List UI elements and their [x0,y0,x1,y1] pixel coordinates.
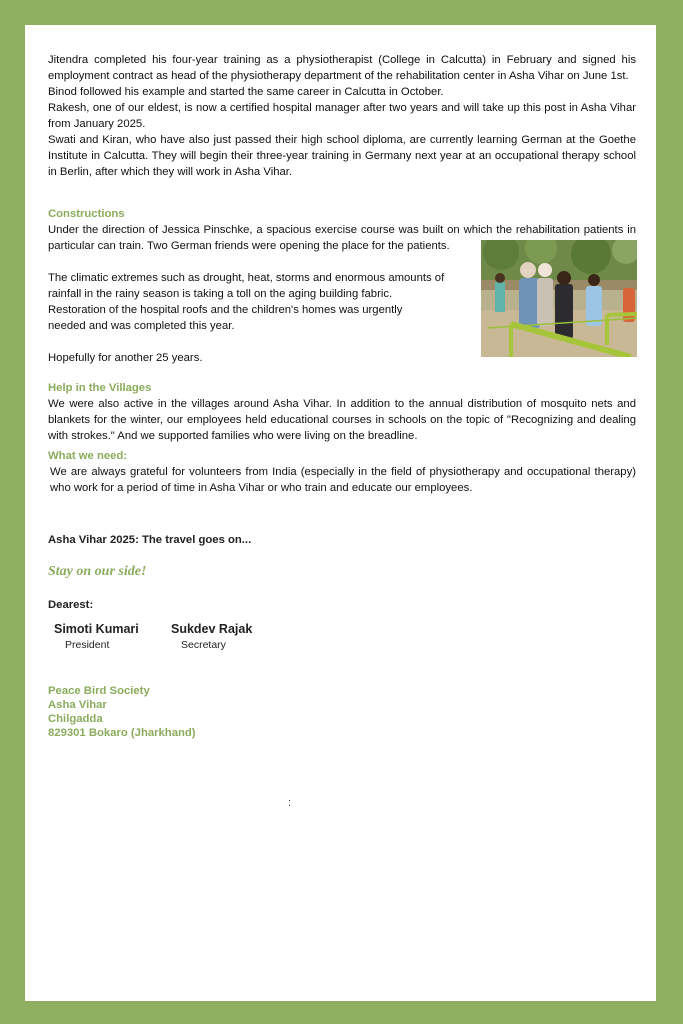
needs-paragraph: We are always grateful for volunteers from India (especially in the field of physiotherapy and occupational therapy) who work for a period of time in Asha Vihar or who train and educate our employees. [50,466,636,494]
intro-section [48,52,636,180]
intro-paragraph-binod: Binod followed his example and started the same career in Calcutta in October. [48,86,444,98]
signatory-role-president: President [65,639,110,651]
villages-paragraph: We were also active in the villages around Asha Vihar. In addition to the annual distribution of mosquito nets and blankets for the winter, our employees held educational courses in schools on the topic of "Recognizing and dealing with strokes." And we supported families who were living on the breadline. [48,398,636,442]
stay-on-our-side: Stay on our side! [48,564,147,579]
address-line-organization: Peace Bird Society [48,685,150,697]
climate-line: rainfall in the rainy season is taking a toll on the aging building fabric. [48,288,393,300]
villages-heading: Help in the Villages [48,382,152,394]
needs-section [48,448,636,496]
document-page [25,25,656,1001]
villages-section [48,380,636,444]
climate-line: needed and was completed this year. [48,320,235,332]
signatory-name-secretary: Sukdev Rajak [171,622,253,636]
climate-line: Restoration of the hospital roofs and the children's homes was urgently [48,304,403,316]
needs-heading: What we need: [48,450,128,462]
address-line-place: Asha Vihar [48,699,107,711]
constructions-paragraph-course: Under the direction of Jessica Pinschke, a spacious exercise course was built on which the rehabilitation patients in particular can train. Two German friends were opening the place for the patients. [48,224,636,252]
signatory-role-secretary: Secretary [181,639,226,651]
signatory-name-president: Simoti Kumari [54,622,139,636]
closing-motto: Asha Vihar 2025: The travel goes on... [48,534,252,546]
dearest-label: Dearest: [48,599,94,611]
address-line-postal: 829301 Bokaro (Jharkhand) [48,727,196,739]
intro-paragraph-swati-kiran: Swati and Kiran, who have also just passed their high school diploma, are currently learning German at the Goethe Institute in Calcutta. They will begin their three-year training in Germany next year at an occupational therapy school in Berlin, after which they will work in Asha Vihar. [48,134,636,178]
photo-illustration [481,240,637,357]
stray-colon-mark: : [288,797,292,809]
ribbon-cutting-photo [481,240,637,357]
constructions-heading: Constructions [48,208,125,220]
address-line-village: Chilgadda [48,713,103,725]
intro-paragraph-rakesh: Rakesh, one of our eldest, is now a certified hospital manager after two years and will take up this post in Asha Vihar from January 2025. [48,102,636,130]
constructions-paragraph-hopefully: Hopefully for another 25 years. [48,352,203,364]
address-block [48,684,636,740]
intro-paragraph-jitendra: Jitendra completed his four-year training as a physiotherapist (College in Calcutta) in February and signed his employment contract as head of the physiotherapy department of the rehabilitation center in Asha Vihar on June 1st. [48,54,636,82]
climate-line: The climatic extremes such as drought, heat, storms and enormous amounts of [48,272,445,284]
